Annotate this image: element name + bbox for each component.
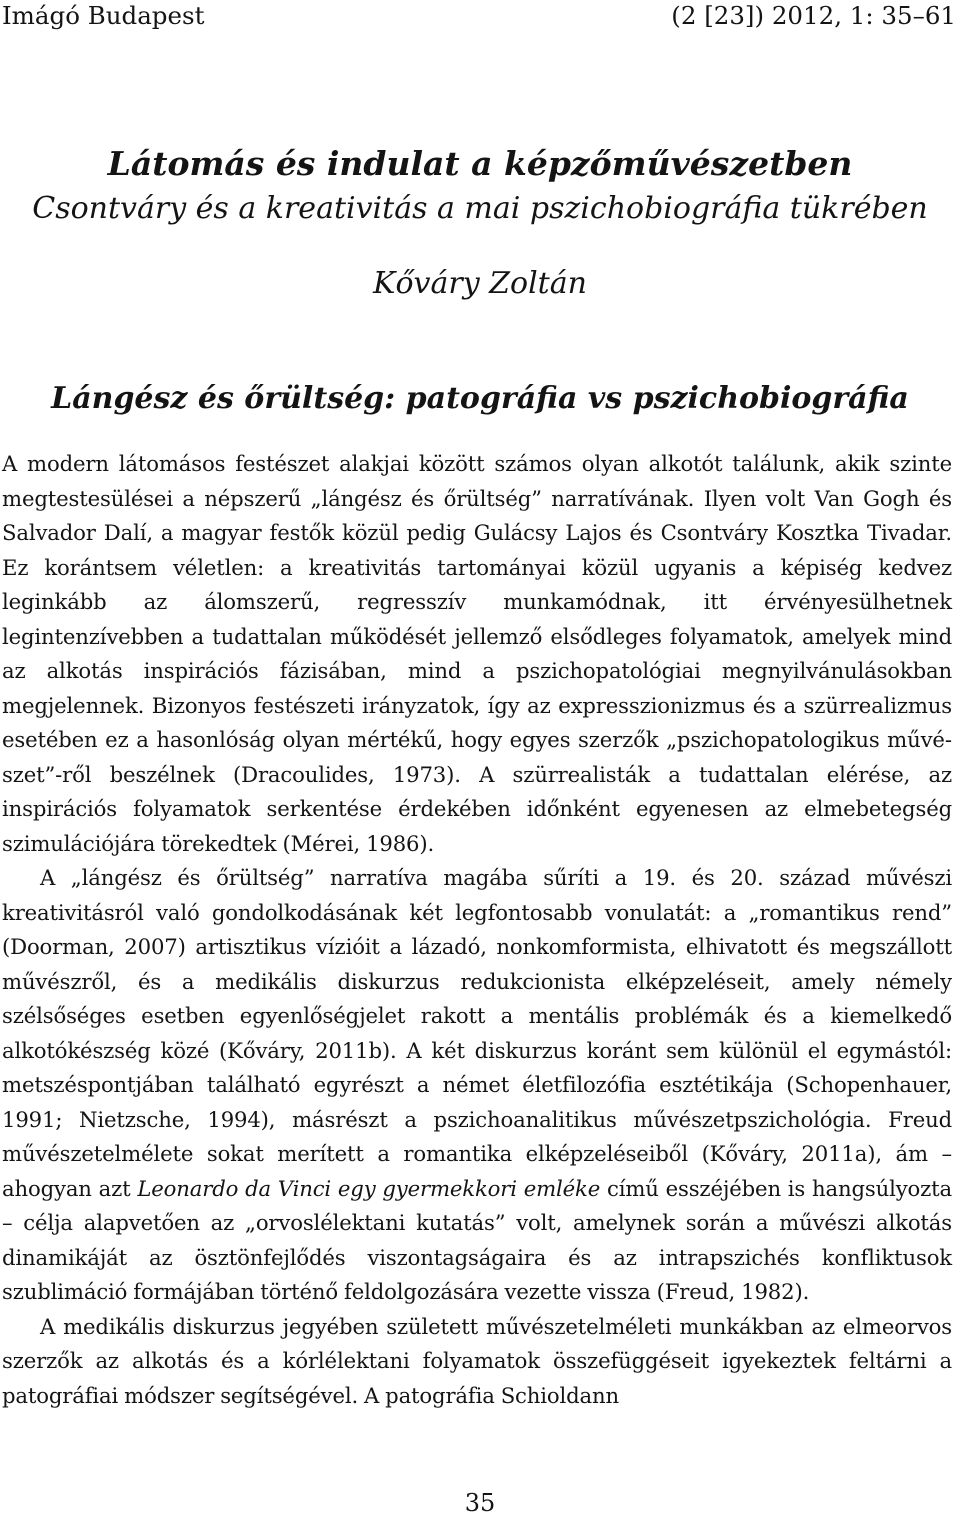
page-number: 35 [464,1489,496,1517]
article-title: Látomás és indulat a képzőművészetben [107,144,853,183]
running-header [0,0,956,32]
work-title-italic: Leonardo da Vinci egy gyermekkori emléke [137,1175,601,1201]
body-text [2,447,952,1413]
paragraph-3: A medikális diskurzus jegyében született művészetelméleti munkákban az elmeorvos szerzők az alkotás és a kórlélektani folyamatok összefüggéseit igyekeztek feltárni a patográfiai módszer segítségével. A patográfia Schioldann [2,1313,952,1408]
journal-name: Imágó Budapest [2,1,205,30]
paragraph-2-text-end: című esszéjében is hangsúlyozta – célja alapvetően az „orvoslélektani kutatás” volt, amelynek során a művészi alkotás dinamikáját az ösztönfejlődés viszontagságaira és az intrapszichés konfliktusok szublimáció formájában történő feldolgozására vezette vissza (Freud, 1982). [2,1175,952,1304]
paragraph-2 [2,861,952,1310]
author-name: Kőváry Zoltán [373,266,587,301]
article-subtitle: Csontváry és a kreativitás a mai pszichobiográfia tükrében [32,191,928,226]
paragraph-1: A modern látomásos festészet alakjai között számos olyan alkotót találunk, akik szinte megtestesülései a népszerű „lángész és őrültség” narratívának. Ilyen volt Van Gogh és Salvador Dalí, a magyar festők közül pedig Gulácsy Lajos és Csontváry Kosztka Tivadar. Ez korántsem véletlen: a kreativitás tartományai közül ugyanis a képiség kedvez leginkább az álomszerű, regresszív munkamódnak, itt érvényesülhetnek legintenzívebben a tudattalan működését jellemző elsődleges folyamatok, amelyek mind az alkotás inspirációs fázisában, mind a pszichopatológiai megnyilvánulásokban megjelennek. Bizonyos festészeti irányzatok, így az expresszionizmus és a szürrealizmus esetében ez a hasonlóság olyan mértékű, hogy egyes szerzők „pszichopatologikus művészet”-ről beszélnek (Dracoulides, 1973). A szürrealisták a tudattalan elérése, az inspirációs folyamatok serkentése érdekében időnként egyenesen az elmebetegség szimulációjára törekedtek (Mérei, 1986). [2,451,952,856]
section-heading: Lángész és őrültség: patográfia vs pszichobiográfia [51,381,909,416]
issue-info: (2 [23]) 2012, 1: 35–61 [671,1,956,30]
paragraph-2-text-start: A „lángész és őrültség” narratíva magába sűríti a 19. és 20. század művészi kreativitásról való gondolkodásának két legfontosabb vonulatát: a „romantikus rend” (Doorman, 2007) artisztikus vízióit a lázadó, nonkomformista, elhivatott és megszállott művészről, és a medikális diskurzus redukcionista elképzeléseit, amely némely szélsőséges esetben egyenlőségjelet rakott a mentális problémák és a kiemelkedő alkotókészség közé (Kőváry, 2011b). A két diskurzus koránt sem különül el egymástól: metszéspontjában található egyrészt a német életfilozófia esztétikája (Schopenhauer, 1991; Nietzsche, 1994), másrészt a pszichoanalitikus művészetpszichológia. Freud művészetelmélete sokat merített a romantika elképzeléseiből (Kőváry, 2011a), ám – ahogyan azt [2,865,952,1201]
